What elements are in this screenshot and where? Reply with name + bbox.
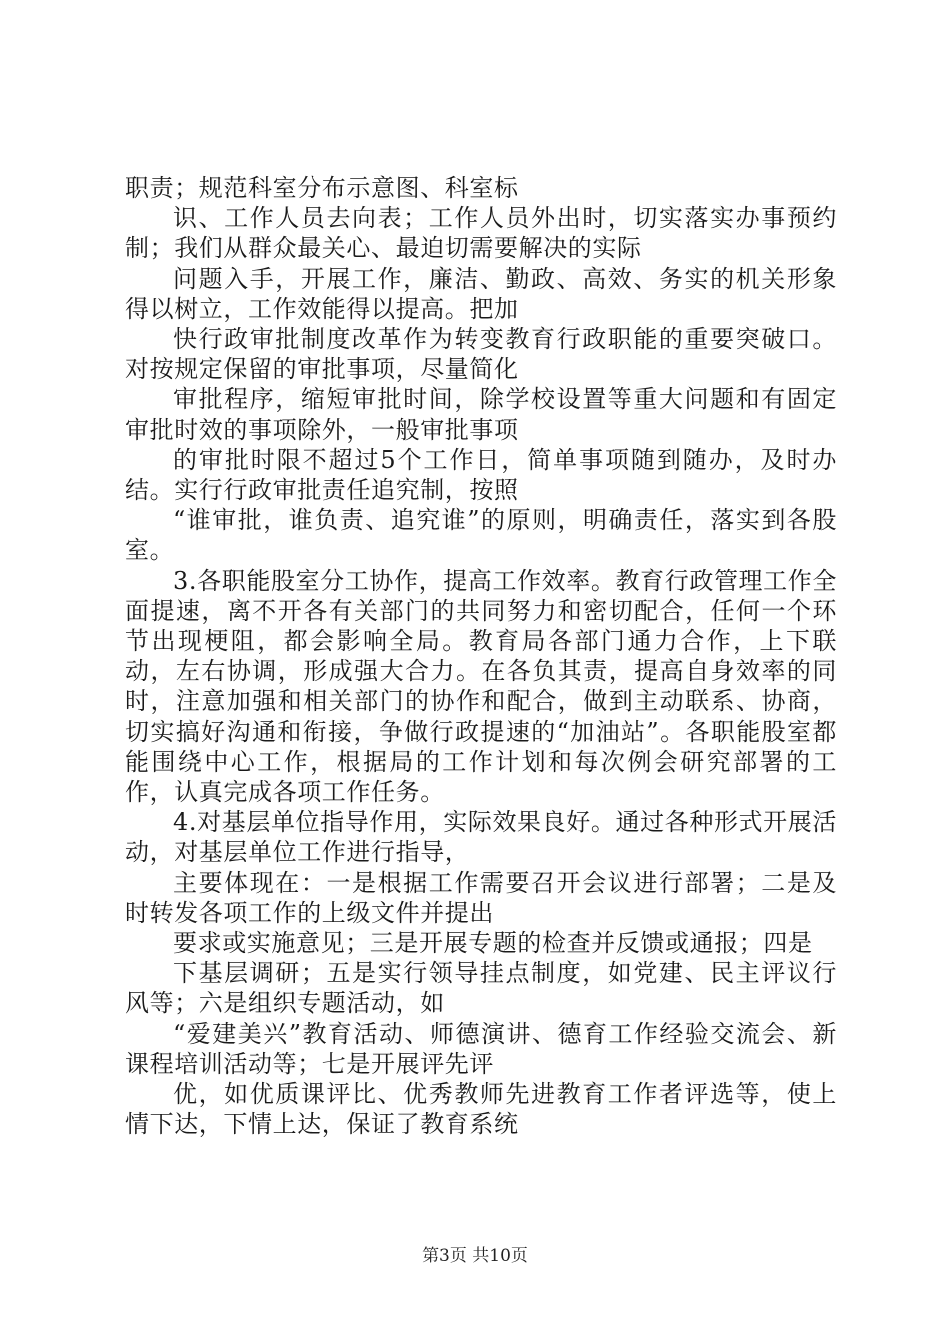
paragraph: 审批程序，缩短审批时间，除学校设置等重大问题和有固定审批时效的事项除外，一般审批事项 (125, 385, 837, 444)
paragraph: 快行政审批制度改革作为转变教育行政职能的重要突破口。对按规定保留的审批事项，尽量简化 (125, 325, 837, 384)
paragraph: 职责；规范科室分布示意图、科室标 (125, 174, 519, 202)
paragraph: “谁审批，谁负责、追究谁”的原则，明确责任，落实到各股室。 (125, 506, 837, 565)
paragraph: 主要体现在：一是根据工作需要召开会议进行部署；二是及时转发各项工作的上级文件并提出 (125, 868, 837, 927)
paragraph: 要求或实施意见；三是开展专题的检查并反馈或通报；四是 (173, 929, 813, 958)
paragraph: 的审批时限不超过5个工作日，简单事项随到随办，及时办结。实行行政审批责任追究制，按照 (125, 445, 837, 505)
paragraph: 识、工作人员去向表；工作人员外出时，切实落实办事预约制；我们从群众最关心、最迫切需要解决的实际 (125, 204, 837, 263)
paragraph: 问题入手，开展工作，廉洁、勤政、高效、务实的机关形象得以树立，工作效能得以提高。把加 (125, 264, 837, 323)
document-body (125, 173, 837, 1140)
paragraph: 4.对基层单位指导作用，实际效果良好。通过各种形式开展活动，对基层单位工作进行指导， (125, 808, 837, 867)
paragraph: “爱建美兴”教育活动、师德演讲、德育工作经验交流会、新课程培训活动等；七是开展评先评 (125, 1019, 837, 1078)
page-number-footer: 第3页 共10页 (422, 1246, 528, 1266)
paragraph: 下基层调研；五是实行领导挂点制度，如党建、民主评议行风等；六是组织专题活动，如 (125, 959, 837, 1018)
paragraph: 优，如优质课评比、优秀教师先进教育工作者评选等，使上情下达，下情上达，保证了教育系统 (125, 1080, 837, 1139)
paragraph: 3.各职能股室分工协作，提高工作效率。教育行政管理工作全面提速，离不开各有关部门的共同努力和密切配合，任何一个环节出现梗阻，都会影响全局。教育局各部门通力合作，上下联动，左右协调，形成强大合力。在各负其责，提高自身效率的同时，注意加强和相关部门的协作和配合，做到主动联系、协商，切实搞好沟通和衔接，争做行政提速的“加油站”。各职能股室都能围绕中心工作，根据局的工作计划和每次例会研究部署的工作，认真完成各项工作任务。 (125, 566, 837, 807)
